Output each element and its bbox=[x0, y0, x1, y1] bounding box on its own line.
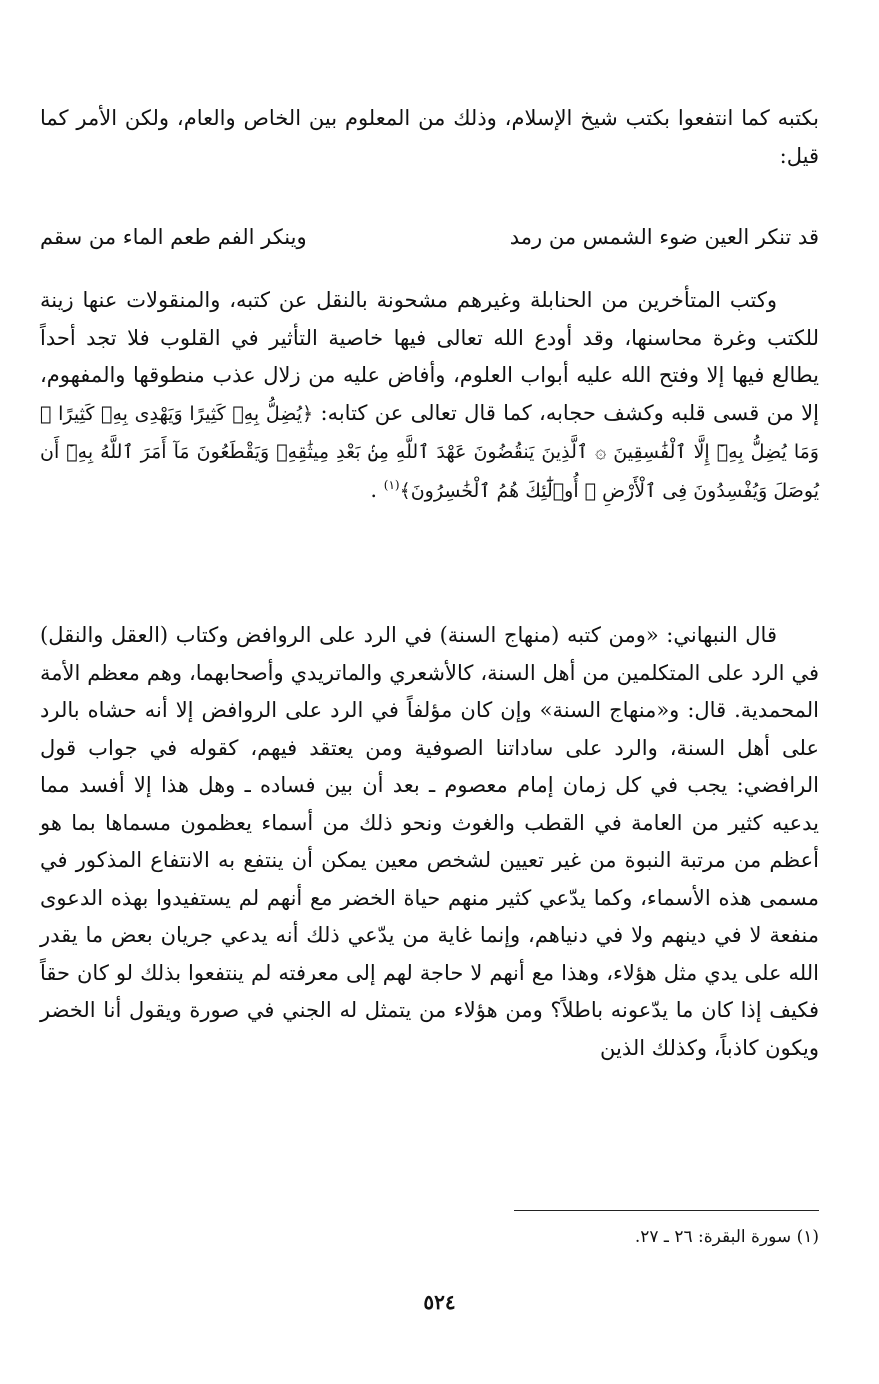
page-number: ٥٢٤ bbox=[423, 1290, 456, 1314]
paragraph-2-text: وكتب المتأخرين من الحنابلة وغيرهم مشحونة بالنقل عن كتبه، والمنقولات عنها زينة للكتب وغرة محاسنها، وقد أودع الله تعالى فيها خاصية التأثير في القلوب فلا تجد أحداً يطالع فيها إلا وفتح الله عليه أبواب العلوم، وأفاض عليه من زلال عذب منطوقها والمفهوم، إلا من قسى قلبه وكشف حجابه، كما قال تعالى عن كتابه: bbox=[40, 288, 819, 425]
paragraph-3: قال النبهاني: «ومن كتبه (منهاج السنة) في الرد على الروافض وكتاب (العقل والنقل) في الرد على المتكلمين من أهل السنة، كالأشعري والماتريدي وأصحابهما، وهم معظم الأمة المحمدية. قال: و«منهاج السنة» وإن كان مؤلفاً في الرد على الروافض إلا أنه حشاه بالرد على أهل السنة، والرد على ساداتنا الصوفية ومن يعتقد فيهم، كقوله في جواب قول الرافضي: يجب في كل زمان إمام معصوم ـ بعد أن بين فساده ـ وهل هذا إلا أفسد مما يدعيه كثير من العامة في القطب والغوث ونحو ذلك من أسماء يعظمون مسماها بما هو أعظم من مرتبة النبوة من غير تعيين لشخص معين يمكن أن ينتفع به الانتفاع المذكور في مسمى هذه الأسماء، وكما يدّعي كثير منهم حياة الخضر مع أنهم لم يستفيدوا بهذه الدعوى منفعة لا في دينهم ولا في دنياهم، وإنما غاية من يدّعي ذلك أنه يدعي جريان بعض ما يقدر الله على يدي مثل هؤلاء، وهذا مع أنهم لا حاجة لهم إلى معرفته لم ينتفعوا بذلك لو كان حقاً فكيف إذا كان ما يدّعونه باطلاً؟ ومن هؤلاء من يتمثل له الجني في صورة ويقول أنا الخضر ويكون كاذباً، وكذلك الذين bbox=[40, 623, 819, 1060]
quran-quote: ﴿يُضِلُّ بِهِۦ كَثِيرًا وَيَهْدِى بِهِۦ كَثِيرًا ۚ وَمَا يُضِلُّ بِهِۦٓ إِلَّا ٱلْفَٰسِقِينَ ۞ ٱلَّذِينَ يَنقُضُونَ عَهْدَ ٱللَّهِ مِنۢ بَعْدِ مِيثَٰقِهِۦ وَيَقْطَعُونَ مَآ أَمَرَ ٱللَّهُ بِهِۦٓ أَن يُوصَلَ وَيُفْسِدُونَ فِى ٱلْأَرْضِ ۚ أُو۟لَٰٓئِكَ هُمُ ٱلْخَٰسِرُونَ﴾ bbox=[40, 402, 819, 502]
footnote-divider bbox=[514, 1210, 819, 1211]
paragraph-1: بكتبه كما انتفعوا بكتب شيخ الإسلام، وذلك من المعلوم بين الخاص والعام، ولكن الأمر كما قيل: bbox=[40, 106, 819, 168]
footnote: (١) سورة البقرة: ٢٦ ـ ٢٧. bbox=[634, 1227, 819, 1247]
paragraph-2 bbox=[40, 282, 819, 510]
verse-hemistich-2: وينكر الفم طعم الماء من سقم bbox=[40, 225, 307, 249]
verse-hemistich-1: قد تنكر العين ضوء الشمس من رمد bbox=[509, 225, 819, 249]
paragraph-2-end: . bbox=[370, 477, 378, 502]
poetry-verse bbox=[40, 215, 819, 259]
footnote-reference: (١) bbox=[383, 477, 400, 492]
